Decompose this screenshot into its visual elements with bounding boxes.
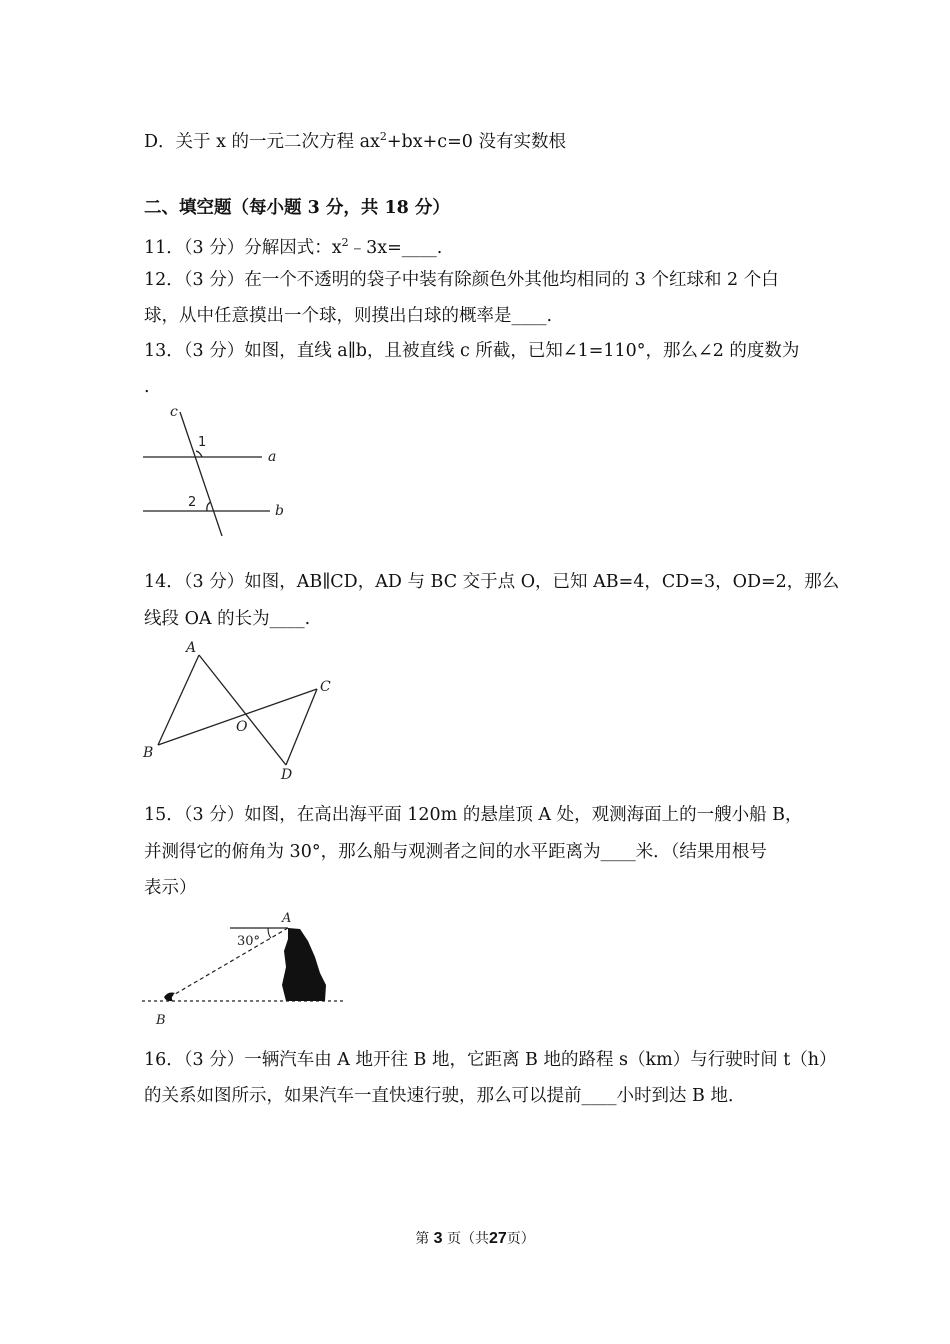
question-11 [144, 231, 442, 260]
page-number: 3 [433, 1230, 443, 1247]
total-pages: 27 [489, 1230, 507, 1247]
boat [164, 993, 175, 1002]
section-title: 二、填空题（每小题 3 分，共 18 分） [144, 198, 450, 218]
label-b: B [156, 1013, 166, 1028]
question-14-line1: 14．（3 分）如图，AB∥CD，AD 与 BC 交于点 O，已知 AB=4，CD=3，OD=2，那么 [144, 572, 840, 592]
figure-15-cliff [140, 905, 350, 1030]
sight-line [170, 928, 288, 997]
figure-13-parallel-lines [140, 400, 290, 545]
option-d-text: D．关于 x 的一元二次方程 ax [144, 131, 380, 152]
exponent: 2 [341, 236, 349, 249]
question-15-line2: 并测得它的俯角为 30°，那么船与观测者之间的水平距离为____米．（结果用根号 [144, 842, 767, 862]
label-c: C [320, 679, 331, 695]
angle-arc [268, 928, 271, 938]
footer-text: 页） [506, 1231, 535, 1247]
exponent: 2 [379, 130, 387, 143]
angle-1-arc [196, 451, 202, 457]
segment-bc [158, 689, 317, 745]
question-15-line3: 表示） [144, 878, 197, 898]
question-13-line2: . [144, 377, 150, 397]
label-a: A [282, 911, 292, 926]
question-13-line1: 13．（3 分）如图，直线 a∥b，且被直线 c 所截，已知∠1=110°，那么∠2 的度数为 [144, 341, 800, 361]
segment-ab [158, 655, 199, 745]
question-12-line1: 12．（3 分）在一个不透明的袋子中装有除颜色外其他均相同的 3 个红球和 2 个白 [144, 270, 779, 290]
question-16-line2: 的关系如图所示，如果汽车一直快速行驶，那么可以提前____小时到达 B 地． [144, 1086, 746, 1106]
label-angle-2: 2 [188, 495, 197, 510]
label-angle: 30° [237, 934, 261, 949]
segment-ad [199, 655, 286, 765]
segment-cd [286, 689, 317, 765]
figure-14-triangles [140, 635, 340, 785]
question-12-line2: 球，从中任意摸出一个球，则摸出白球的概率是____. [144, 306, 553, 326]
line-c [180, 412, 222, 536]
label-c: c [170, 404, 178, 420]
label-d: D [281, 767, 293, 783]
q11-text-end: ﹣3x=____. [348, 237, 443, 258]
label-o: O [236, 719, 248, 735]
label-b: b [275, 503, 284, 519]
question-16-line1: 16．（3 分）一辆汽车由 A 地开往 B 地，它距离 B 地的路程 s（km）与行驶时间 t（h） [144, 1050, 837, 1070]
cliff [282, 928, 326, 1001]
question-15-line1: 15．（3 分）如图，在高出海平面 120m 的悬崖顶 A 处，观测海面上的一艘小船 B， [144, 805, 803, 825]
label-angle-1: 1 [198, 435, 207, 450]
q11-text: 11．（3 分）分解因式：x [144, 237, 342, 258]
label-b: B [143, 745, 154, 761]
footer-text: 第 [415, 1231, 430, 1247]
label-a: A [186, 640, 197, 656]
option-d [144, 125, 566, 154]
question-14-line2: 线段 OA 的长为____. [144, 609, 311, 629]
footer-text: 页（共 [447, 1231, 489, 1247]
page-footer [0, 1228, 950, 1248]
option-d-text-end: +bx+c=0 没有实数根 [386, 131, 566, 152]
label-a: a [268, 449, 277, 465]
